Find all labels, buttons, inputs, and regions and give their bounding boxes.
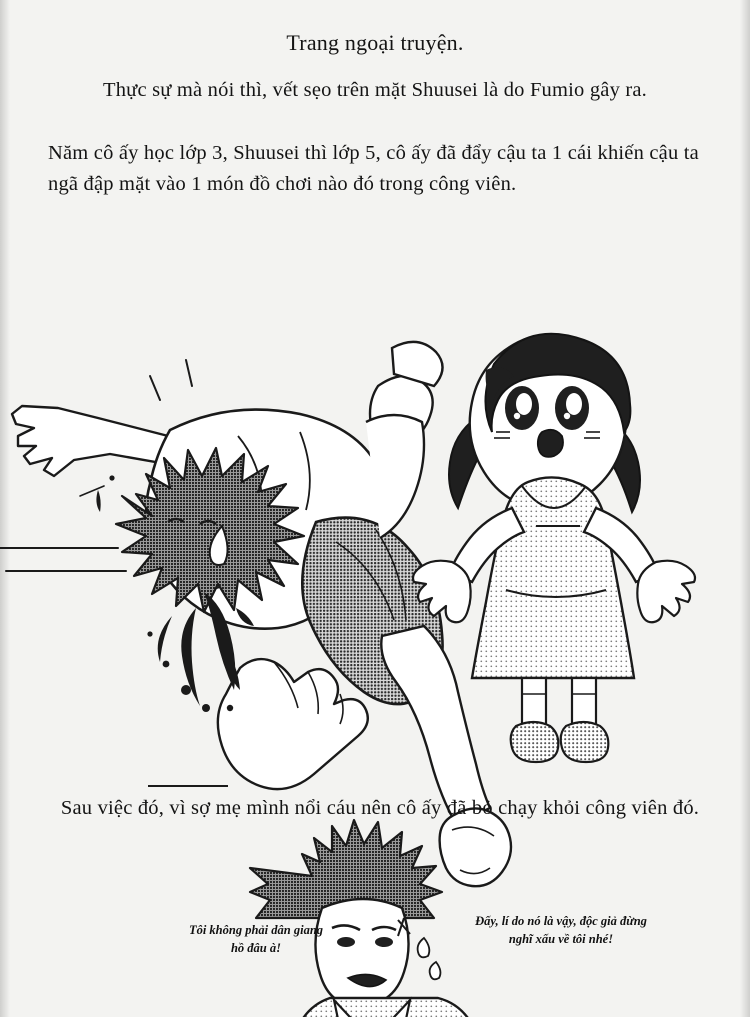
ink-specks <box>96 475 114 512</box>
page-title: Trang ngoại truyện. <box>286 30 464 55</box>
manga-panel-illustration <box>0 290 750 1017</box>
handwriting-right-dialogue: Đấy, lí do nó là vậy, độc giả đừng nghĩ xấu về tôi nhé! <box>475 914 647 946</box>
lower-caption: Sau việc đó, vì sợ mẹ mình nổi cáu nên cô ấy đã bỏ chạy khỏi công viên đó. <box>60 797 700 819</box>
handwriting-left-dialogue: Tôi không phải dân giang hồ đâu à! <box>188 923 324 955</box>
body-caption: Năm cô ấy học lớp 3, Shuusei thì lớp 5, cô ấy đã đẩy cậu ta 1 cái khiến cậu ta ngã đập mặt vào 1 món đồ chơi nào đó trong công viên. <box>48 142 699 196</box>
intro-caption: Thực sự mà nói thì, vết sẹo trên mặt Shuusei là do Fumio gây ra. <box>102 79 648 101</box>
